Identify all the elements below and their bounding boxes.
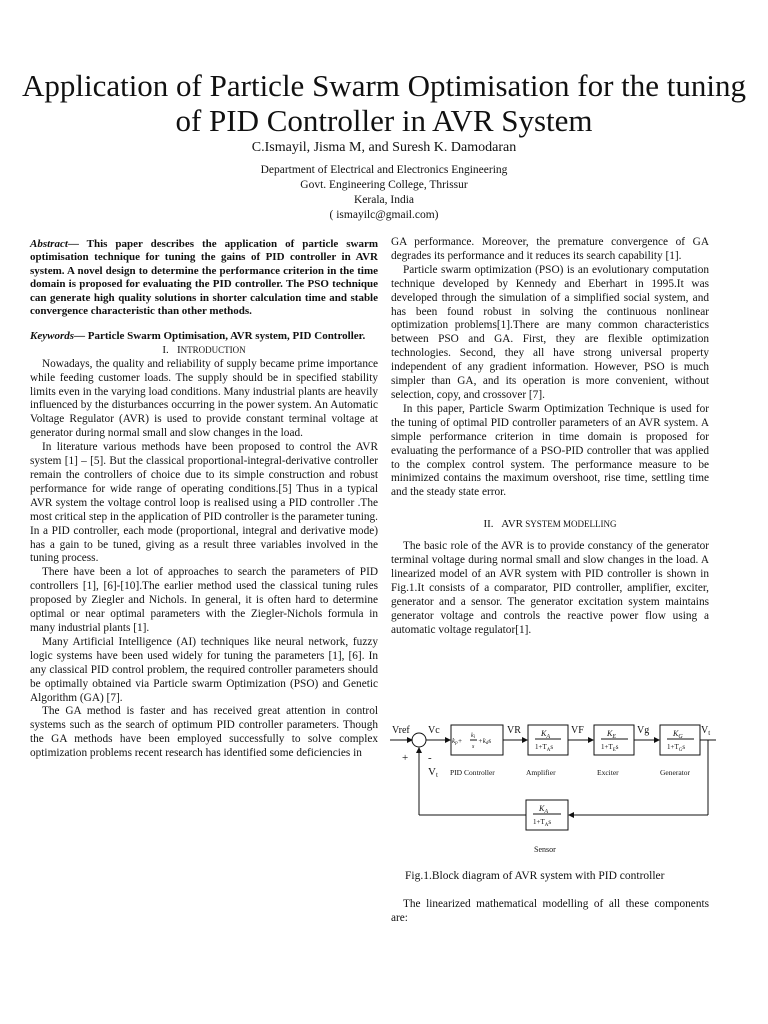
affiliation-email: ( ismayilc@gmail.com) xyxy=(329,209,439,221)
keywords-label: Keywords xyxy=(30,330,74,343)
intro-paragraph: The GA method is faster and has received great attention in control systems such as the search of optimum PID controller parameters. Though the GA methods have been employed successfully to solve complex optimization problems recent research has identified some deficiencies in xyxy=(30,705,378,760)
sensor-label: Sensor xyxy=(534,845,556,854)
affiliation-college: Govt. Engineering College, Thrissur xyxy=(300,179,468,191)
closing-paragraph: The linearized mathematical modelling of all these components are: xyxy=(391,898,709,924)
abstract xyxy=(30,238,378,318)
pid-controller-label: PID Controller xyxy=(450,768,495,777)
intro-paragraph: There have been a lot of approaches to search the parameters of PID controllers [1], [6]-[10].The earlier method used the classical tuning rules proposed by Ziegler and Nichols. In general, it is often hard to determine optimal or near optimal parameters with the Ziegler-Nichols formula in many industrial plants [1]. xyxy=(30,566,378,634)
intro-paragraph: In literature various methods have been proposed to control the AVR system [1] – [5]. But the classical proportional-integral-derivative controller remain the controllers of choice due to its simple construction and robust performance for wide range of operating conditions.[5] Thus in a typical AVR system the voltage control loop is realised using a PID controller .The most critical step in the application of PID controller is the parameter tuning. In a PID controller, each mode (proportional, integral and derivative mode) has a gain to be tuned, giving as a result three variables involved in the tuning process. xyxy=(30,441,378,565)
avr-block-diagram xyxy=(388,712,718,862)
section-rest: SYSTEM MODELLING xyxy=(523,519,617,530)
exciter-label: Exciter xyxy=(597,768,619,777)
intro-paragraph: Particle swarm optimization (PSO) is an evolutionary computation technique developed by Kennedy and Eberhart in 1995.It was developed through the simulation of a simplified social system, and has been found robust in solving the continuous nonlinear optimization problems[1].There are many common characteristics between PSO and GA. First, they are flexible optimization technologies. Second, they all have strong universal property independent of any gradient information. However, PSO is much simpler than GA, and its operation is more convenient, without selection, copy, and crossover [7]. xyxy=(391,263,709,401)
section-initial: AVR xyxy=(501,518,524,531)
vf-label: VF xyxy=(571,725,584,736)
section-initial: I xyxy=(177,343,181,356)
generator-numerator: $K_G$ xyxy=(673,729,683,740)
left-column xyxy=(30,238,378,761)
sensor-denominator: $1+T_As$ xyxy=(533,818,552,828)
sensor-numerator: $K_A$ xyxy=(539,804,549,815)
vref-label: Vref xyxy=(392,725,410,736)
exciter-numerator: $K_E$ xyxy=(607,729,617,740)
block-diagram-svg xyxy=(388,712,718,862)
amplifier-denominator: $1+T_As$ xyxy=(535,743,554,753)
vc-label: Vc xyxy=(428,725,440,736)
section-heading-avr xyxy=(391,518,709,532)
affiliation-block xyxy=(0,163,768,223)
generator-denominator: $1+T_Gs$ xyxy=(667,743,686,753)
abstract-dash: — xyxy=(67,238,87,250)
exciter-denominator: $1+T_Es$ xyxy=(601,743,619,753)
abstract-label: Abstract xyxy=(30,238,68,250)
pid-s: s xyxy=(472,744,475,750)
vt-feedback-label: Vt xyxy=(428,766,438,779)
abstract-text: This paper describes the application of particle swarm optimisation technique for tuning the gains of PID controller in AVR system. A novel design to determine the performance criterion in the time domain is proposed for evaluating the PID controller. The PSO technique can generate high quality solutions in shorter calculation time and stable convergence characteristic than other methods. xyxy=(30,238,378,318)
vr-label: VR xyxy=(507,725,521,736)
affiliation-department: Department of Electrical and Electronics Engineering xyxy=(260,164,508,176)
closing-text xyxy=(391,898,709,926)
minus-sign: - xyxy=(428,752,432,764)
amplifier-numerator: $K_A$ xyxy=(541,729,551,740)
affiliation-location: Kerala, India xyxy=(353,194,415,206)
section-number: II. xyxy=(483,518,494,531)
amplifier-label: Amplifier xyxy=(526,768,556,777)
avr-paragraph: The basic role of the AVR is to provide constancy of the generator terminal voltage during normal small and slow changes in the load. A linearized model of an AVR system with PID controller is shown in Fig.1.It consists of a comparator, PID controller, amplifier, exciter, generator and a sensor. The generator excitation system maintains generator voltage and controls the reactive power flow using a automatic voltage regulator[1]. xyxy=(391,540,709,636)
summing-junction xyxy=(412,733,426,747)
right-column xyxy=(391,236,709,637)
pid-ki: ki xyxy=(471,733,476,740)
paper-authors: C.Ismayil, Jisma M, and Suresh K. Damodaran xyxy=(251,140,517,155)
keywords-dash: — xyxy=(74,330,88,343)
generator-label: Generator xyxy=(660,768,690,777)
vg-label: Vg xyxy=(637,725,650,736)
keywords xyxy=(30,330,378,343)
intro-continuation: GA performance. Moreover, the premature convergence of GA degrades its performance and it reduces its search capability [1]. xyxy=(391,236,709,262)
intro-paragraph: Nowadays, the quality and reliability of supply became prime importance while feeding customer loads. The supply should be in specified stability limits even in the varying load conditions. Many industrial plants are heavily influenced by the disturbances occurring in the power system. An Automatic Voltage Regulator (AVR) is used to provide constant terminal voltage at generator during normal small and slow changes in the load. xyxy=(30,357,378,440)
pid-transfer-function: kp+ xyxy=(452,737,463,746)
intro-paragraph: In this paper, Particle Swarm Optimization Technique is used for the tuning of optimal PID controller parameters of an AVR system. A simple performance criterion in time domain is proposed for evaluating the performance of a PSO-PID controller that was applied to the complex control system. The performance measure to be minimized contains the maximum overshoot, rise time, settling time and the steady state error. xyxy=(391,402,709,499)
plus-sign: + xyxy=(402,752,409,764)
intro-paragraph: Many Artificial Intelligence (AI) techniques like neural network, fuzzy logic systems have been used widely for tuning the parameters [1], [6]. In any classical PID control problem, the required controller parameters should be optimally obtained via Particle swarm Optimization (PSO) and Genetic Algorithm (GA) [7]. xyxy=(30,635,378,704)
section-heading-introduction xyxy=(30,344,378,358)
figure-caption: Fig.1.Block diagram of AVR system with PID controller xyxy=(405,870,665,882)
pid-kd: +kds xyxy=(478,737,492,746)
vt-output-label: $V_t$ xyxy=(701,725,711,737)
keywords-text: Particle Swarm Optimisation, AVR system, PID Controller. xyxy=(87,330,366,343)
section-rest: NTRODUCTION xyxy=(180,344,246,355)
section-number: I. xyxy=(162,343,169,356)
paper-title: Application of Particle Swarm Optimisation for the tuning of PID Controller in AVR System xyxy=(21,68,747,138)
